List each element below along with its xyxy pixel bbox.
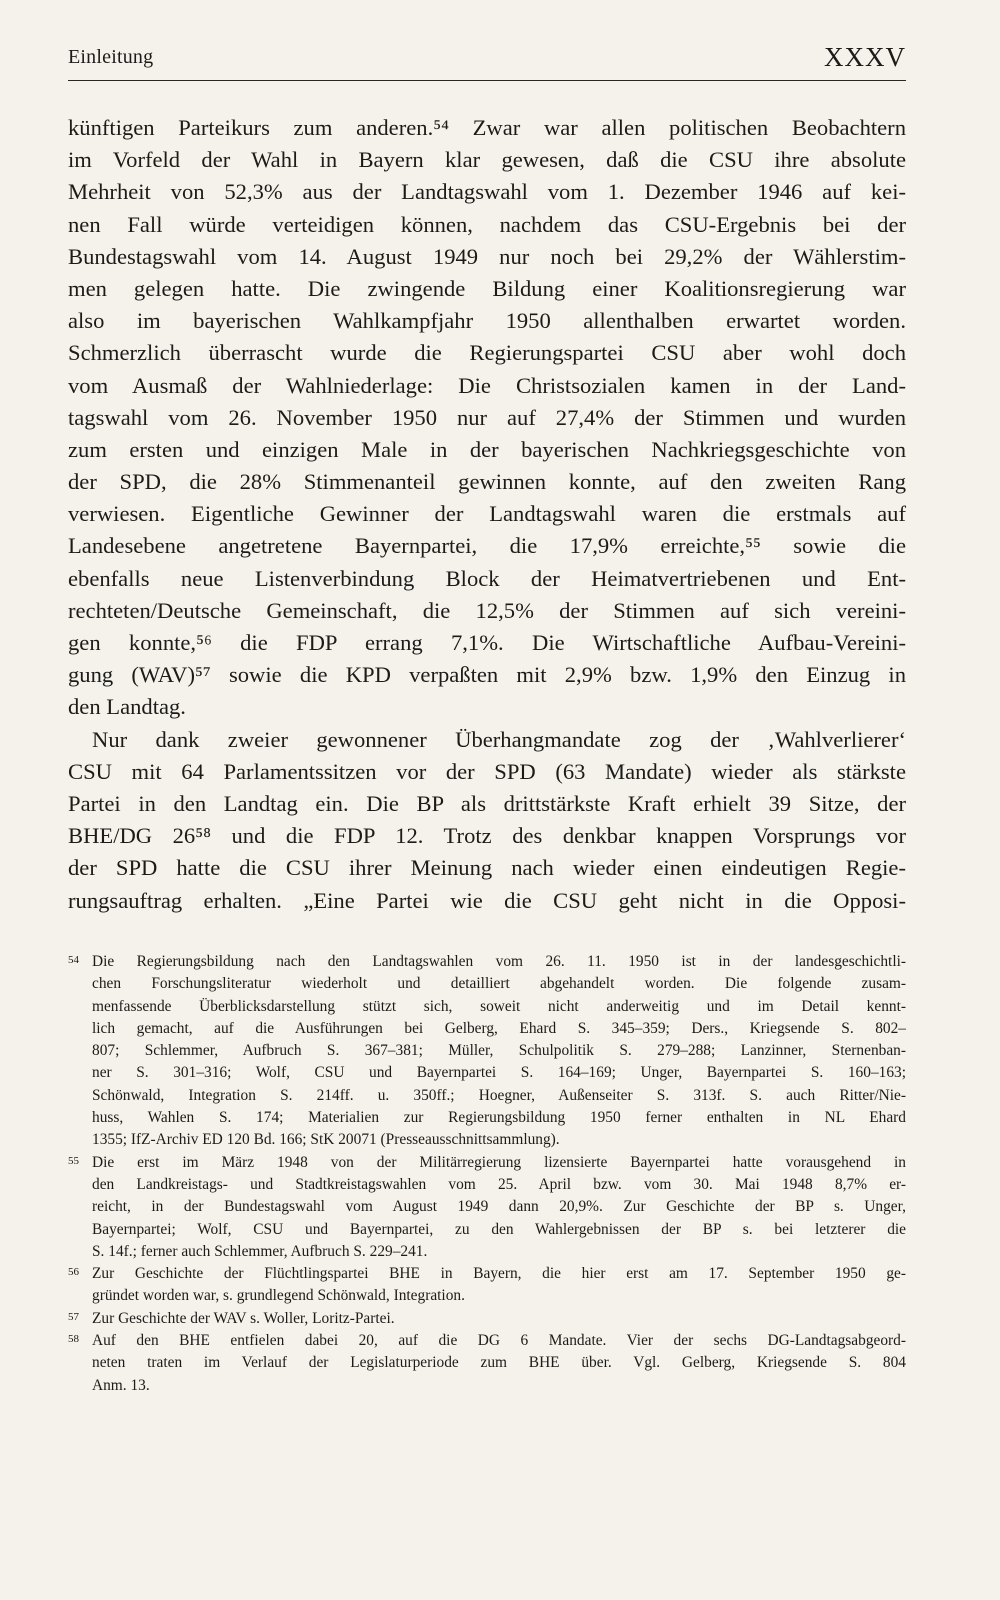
footnote-line: ner S. 301–316; Wolf, CSU und Bayernpartei S. 164–169; Unger, Bayernpartei S. 160–163;	[92, 1064, 906, 1082]
text-line: tagswahl vom 26. November 1950 nur auf 27,4% der Stimmen und wurden	[68, 404, 906, 430]
footnote-line: huss, Wahlen S. 174; Materialien zur Regierungsbildung 1950 ferner enthalten in NL Ehard	[92, 1109, 906, 1127]
header-rule	[68, 80, 906, 81]
footnote-56	[68, 1263, 906, 1308]
footnote-number: 58	[68, 1333, 79, 1346]
footnote-line: Bayernpartei; Wolf, CSU und Bayernpartei, zu den Wahlergebnissen der BP s. bei letzterer die	[92, 1220, 906, 1238]
text-line: künftigen Parteikurs zum anderen.⁵⁴ Zwar war allen politischen Beobachtern	[68, 115, 906, 140]
footnote-line: Auf den BHE entfielen dabei 20, auf die DG 6 Mandate. Vier der sechs DG-Landtagsabgeord-	[92, 1332, 906, 1350]
footnote-number: 55	[68, 1154, 79, 1167]
footnote-line: chen Forschungsliteratur wiederholt und detailliert abgehandelt worden. Die folgende zusam-	[92, 975, 906, 993]
footnote-57	[68, 1308, 906, 1330]
text-line: Nur dank zweier gewonnener Überhangmandate zog der ‚Wahlverlierer‘	[92, 726, 906, 752]
text-line: der SPD hatte die CSU ihrer Meinung nach wieder einen eindeutigen Regie-	[68, 855, 906, 881]
footnote-line: Zur Geschichte der WAV s. Woller, Loritz-Partei.	[92, 1309, 395, 1327]
text-line: zum ersten und einzigen Male in der bayerischen Nachkriegsgeschichte von	[68, 436, 906, 462]
text-line: CSU mit 64 Parlamentssitzen vor der SPD (63 Mandate) wieder als stärkste	[68, 758, 906, 784]
text-line: also im bayerischen Wahlkampfjahr 1950 allenthalben erwartet worden.	[68, 308, 906, 334]
footnote-line: Die erst im März 1948 von der Militärregierung lizensierte Bayernpartei hatte vorausgehend in	[92, 1153, 906, 1171]
footnote-line: neten traten im Verlauf der Legislaturperiode zum BHE über. Vgl. Gelberg, Kriegsende S. 804	[92, 1354, 906, 1372]
text-line: im Vorfeld der Wahl in Bayern klar gewesen, daß die CSU ihre absolute	[68, 147, 906, 173]
footnote-line: Anm. 13.	[92, 1376, 150, 1394]
footnote-line: den Landkreistags- und Stadtkreistagswahlen vom 25. April bzw. vom 30. Mai 1948 8,7% er-	[92, 1175, 906, 1193]
text-line: Bundestagswahl vom 14. August 1949 nur noch bei 29,2% der Wählerstim-	[68, 243, 906, 269]
text-line: ebenfalls neue Listenverbindung Block der Heimatvertriebenen und Ent-	[68, 565, 906, 591]
footnote-54	[68, 951, 906, 1152]
footnote-line: reicht, in der Bundestagswahl vom August 1949 dann 20,9%. Zur Geschichte der BP s. Unger,	[92, 1198, 906, 1216]
text-line: verwiesen. Eigentliche Gewinner der Landtagswahl waren die erstmals auf	[68, 501, 906, 527]
footnote-number: 56	[68, 1266, 79, 1279]
text-line: den Landtag.	[68, 694, 186, 720]
text-line: der SPD, die 28% Stimmenanteil gewinnen konnte, auf den zweiten Rang	[68, 469, 906, 495]
footnote-line: S. 14f.; ferner auch Schlemmer, Aufbruch S. 229–241.	[92, 1242, 428, 1260]
footnote-line: lich gemacht, auf die Ausführungen bei Gelberg, Ehard S. 345–359; Ders., Kriegsende S. 802–	[92, 1019, 906, 1037]
footnote-55	[68, 1152, 906, 1263]
footnote-number: 57	[68, 1310, 79, 1323]
page-header	[68, 42, 906, 76]
text-line: nen Fall würde verteidigen können, nachdem das CSU-Ergebnis bei der	[68, 211, 906, 237]
text-line: rechteten/Deutsche Gemeinschaft, die 12,5% der Stimmen auf sich vereini-	[68, 597, 906, 623]
footnotes	[68, 951, 906, 1397]
footnote-number: 54	[68, 954, 79, 966]
text-line: rungsauftrag erhalten. „Eine Partei wie die CSU geht nicht in die Opposi-	[68, 887, 906, 913]
text-line: Mehrheit von 52,3% aus der Landtagswahl vom 1. Dezember 1946 auf kei-	[68, 179, 906, 205]
text-line: men gelegen hatte. Die zwingende Bildung einer Koalitionsregierung war	[68, 275, 906, 301]
footnote-line: Die Regierungsbildung nach den Landtagswahlen vom 26. 11. 1950 ist in der landesgeschichtli-	[92, 953, 906, 970]
footnote-line: 1355; IfZ-Archiv ED 120 Bd. 166; StK 20071 (Presseausschnittsammlung).	[92, 1131, 560, 1149]
running-head: Einleitung	[68, 46, 154, 68]
main-text	[68, 112, 906, 917]
page-number: XXXV	[824, 42, 906, 72]
footnote-line: menfassende Überblicksdarstellung stützt sich, soweit nicht anderweitig und im Detail kennt-	[92, 997, 906, 1015]
text-line: vom Ausmaß der Wahlniederlage: Die Christsozialen kamen in der Land-	[68, 372, 906, 398]
footnote-line: Zur Geschichte der Flüchtlingspartei BHE in Bayern, die hier erst am 17. September 1950 ge-	[92, 1265, 906, 1283]
text-line: Schmerzlich überrascht wurde die Regierungspartei CSU aber wohl doch	[68, 340, 906, 366]
text-line: gen konnte,⁵⁶ die FDP errang 7,1%. Die Wirtschaftliche Aufbau-Vereini-	[68, 630, 906, 655]
text-line: gung (WAV)⁵⁷ sowie die KPD verpaßten mit 2,9% bzw. 1,9% den Einzug in	[68, 662, 906, 688]
footnote-line: gründet worden war, s. grundlegend Schönwald, Integration.	[92, 1287, 465, 1305]
text-line: Partei in den Landtag ein. Die BP als drittstärkste Kraft erhielt 39 Sitze, der	[68, 790, 906, 816]
footnote-58	[68, 1330, 906, 1397]
footnote-line: Schönwald, Integration S. 214ff. u. 350ff.; Hoegner, Außenseiter S. 313f. S. auch Ritter/Nie-	[92, 1086, 906, 1104]
text-line: Landesebene angetretene Bayernpartei, die 17,9% erreichte,⁵⁵ sowie die	[68, 533, 906, 559]
footnote-line: 807; Schlemmer, Aufbruch S. 367–381; Müller, Schulpolitik S. 279–288; Lanzinner, Sternenban-	[92, 1042, 906, 1060]
text-line: BHE/DG 26⁵⁸ und die FDP 12. Trotz des denkbar knappen Vorsprungs vor	[68, 823, 906, 849]
